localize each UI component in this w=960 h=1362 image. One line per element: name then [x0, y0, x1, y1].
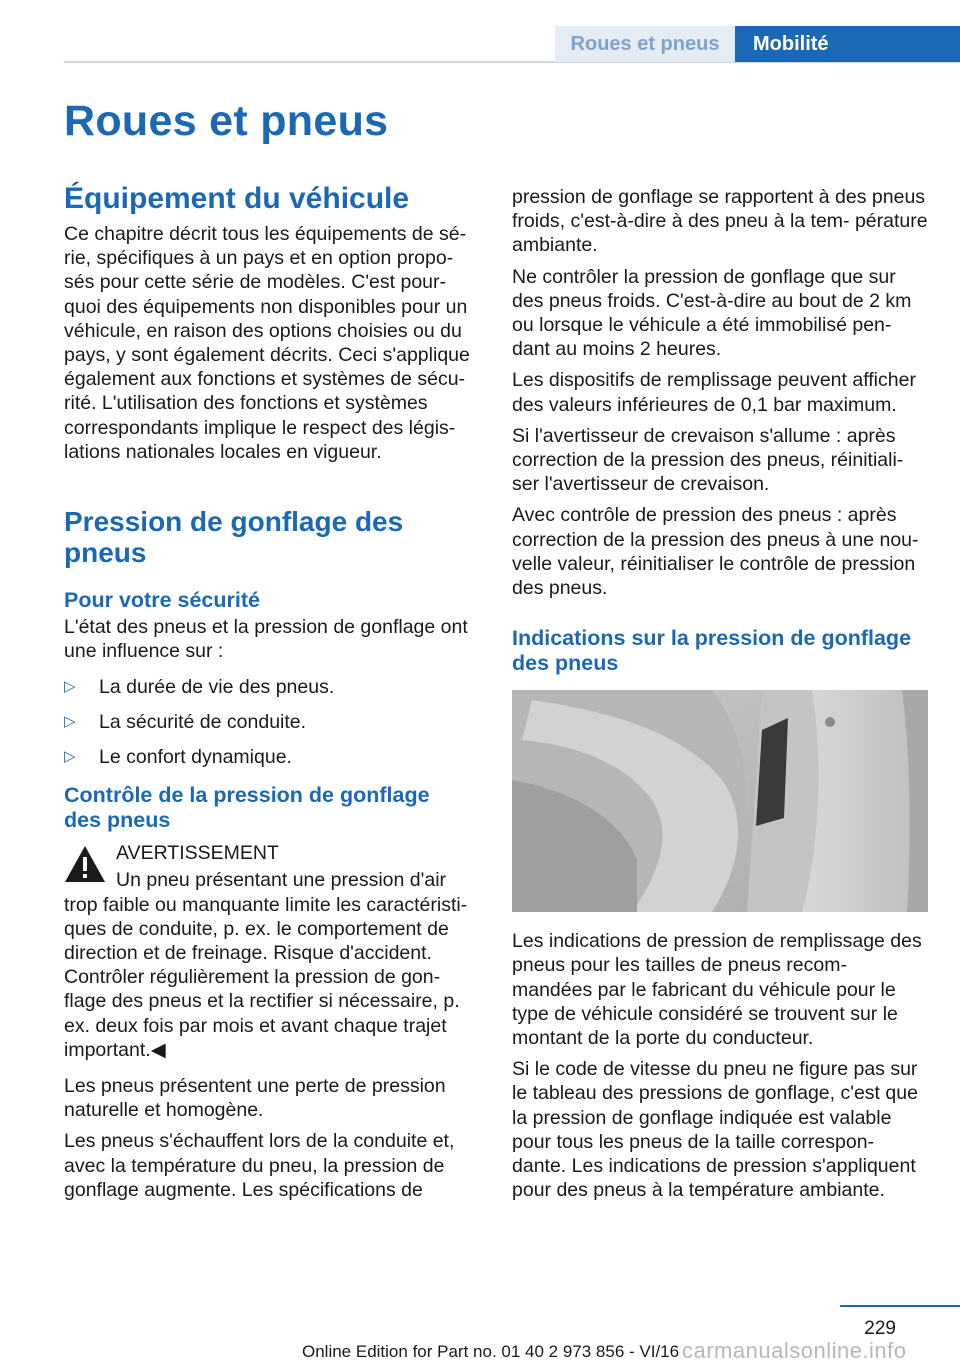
check-heading-line1: Contrôle de la pression de gonflage	[64, 783, 430, 808]
footer-rule	[840, 1305, 960, 1307]
list-item	[64, 675, 482, 699]
filling-devices-text: Les dispositifs de remplissage peuvent afficher des valeurs inférieures de 0,1 bar maximum.	[512, 369, 916, 416]
continued-text: pression de gonflage se rapportent à des pneus froids, c'est-à-dire à des pneu à la tem‐ pérature ambiante.	[512, 186, 928, 257]
page-title: Roues et pneus	[64, 97, 389, 145]
list-item	[64, 710, 482, 734]
indications-heading-line2: des pneus	[512, 651, 619, 676]
watermark: carmanualsonline.info	[682, 1338, 907, 1362]
heating-text: Les pneus s'échauffent lors de la conduite et, avec la température du pneu, la pression de gonflage augmente. Les spécifications de	[64, 1130, 455, 1201]
pressure-loss-text: Les pneus présentent une perte de pression naturelle et homogène.	[64, 1075, 446, 1122]
door-pillar-photo	[512, 690, 928, 912]
check-heading-line2: des pneus	[64, 808, 171, 833]
triangle-bullet-icon: ▷	[64, 748, 76, 766]
page-number: 229	[864, 1318, 896, 1339]
pressure-monitor-text: Avec contrôle de pression des pneus : après correction de la pression des pneus à une nou‐ velle valeur, réinitialiser le contrôle de pression des pneus.	[512, 504, 919, 600]
equipment-heading: Équipement du véhicule	[64, 182, 410, 215]
pressure-heading-line1: Pression de gonflage des	[64, 506, 404, 538]
warning-first-line: Un pneu présentant une pression d'air	[116, 869, 447, 892]
list-item-text: La durée de vie des pneus.	[99, 676, 335, 699]
flat-tyre-warning-text: Si l'avertisseur de crevaison s'allume : après correction de la pression des pneus, réinitiali‐ ser l'avertisseur de crevaison.	[512, 424, 904, 496]
right-column	[512, 185, 930, 1202]
warning-block	[64, 841, 482, 1062]
list-item-text: La sécurité de conduite.	[99, 711, 307, 734]
warning-triangle-icon	[64, 845, 106, 883]
safety-bullet-list	[64, 675, 482, 769]
list-item-text: Le confort dynamique.	[99, 746, 292, 769]
list-item	[64, 745, 482, 769]
safety-intro: L'état des pneus et la pression de gonflage ont une influence sur :	[64, 616, 468, 663]
pressure-heading-line2: pneus	[64, 537, 147, 569]
pressure-heading	[64, 506, 482, 568]
equipment-text: Ce chapitre décrit tous les équipements de sé‐ rie, spécifiques à un pays et en option propo‐ sés pour cette série de modèles. C'est pour‐ quoi des équipements non disponibles pour un véhicule, en raison des options choisies ou du pays, y sont également décrits. Ceci s'applique également aux fonctions et systèmes de sécu‐ rité. L'utilisation des fonctions et systèmes correspondants implique le respect des légis‐ lations nationales locales en vigueur.	[64, 223, 470, 463]
speed-code-text: Si le code de vitesse du pneu ne figure pas sur le tableau des pressions de gonflage, c'est que la pression de gonflage indiquée est valable pour tous les pneus de la taille correspon‐ dante. Les indications de pression s'appliquent pour des pneus à la température ambiante.	[512, 1058, 918, 1202]
indications-heading	[512, 626, 930, 676]
edition-footer: Online Edition for Part no. 01 40 2 973 856 - VI/16	[302, 1342, 680, 1361]
warning-text: trop faible ou manquante limite les caractéristi‐ ques de conduite, p. ex. le comportement de direction et de freinage. Risque d'accident. Contrôler régulièrement la pression de gon‐ flage des pneus et la rectifier si nécessaire, p. ex. deux fois par mois et avant chaque trajet important.◀	[64, 893, 468, 1061]
location-text: Les indications de pression de remplissage des pneus pour les tailles de pneus recom‐ mandées par le fabricant du véhicule pour le type de véhicule considéré se trouvent sur le montant de la porte du conducteur.	[512, 930, 922, 1050]
left-column	[64, 182, 482, 1202]
safety-heading: Pour votre sécurité	[64, 588, 260, 613]
triangle-bullet-icon: ▷	[64, 678, 76, 696]
warning-title: AVERTISSEMENT	[116, 842, 279, 865]
cold-tyres-text: Ne contrôler la pression de gonflage que sur des pneus froids. C'est-à-dire au bout de 2 km ou lorsque le véhicule a été immobilisé pen‐ dant au moins 2 heures.	[512, 265, 912, 361]
triangle-bullet-icon: ▷	[64, 713, 76, 731]
chapter-tab[interactable]: Mobilité	[735, 26, 960, 62]
indications-heading-line1: Indications sur la pression de gonflage	[512, 626, 912, 651]
section-tab[interactable]: Roues et pneus	[555, 26, 735, 62]
check-pressure-heading	[64, 783, 482, 833]
